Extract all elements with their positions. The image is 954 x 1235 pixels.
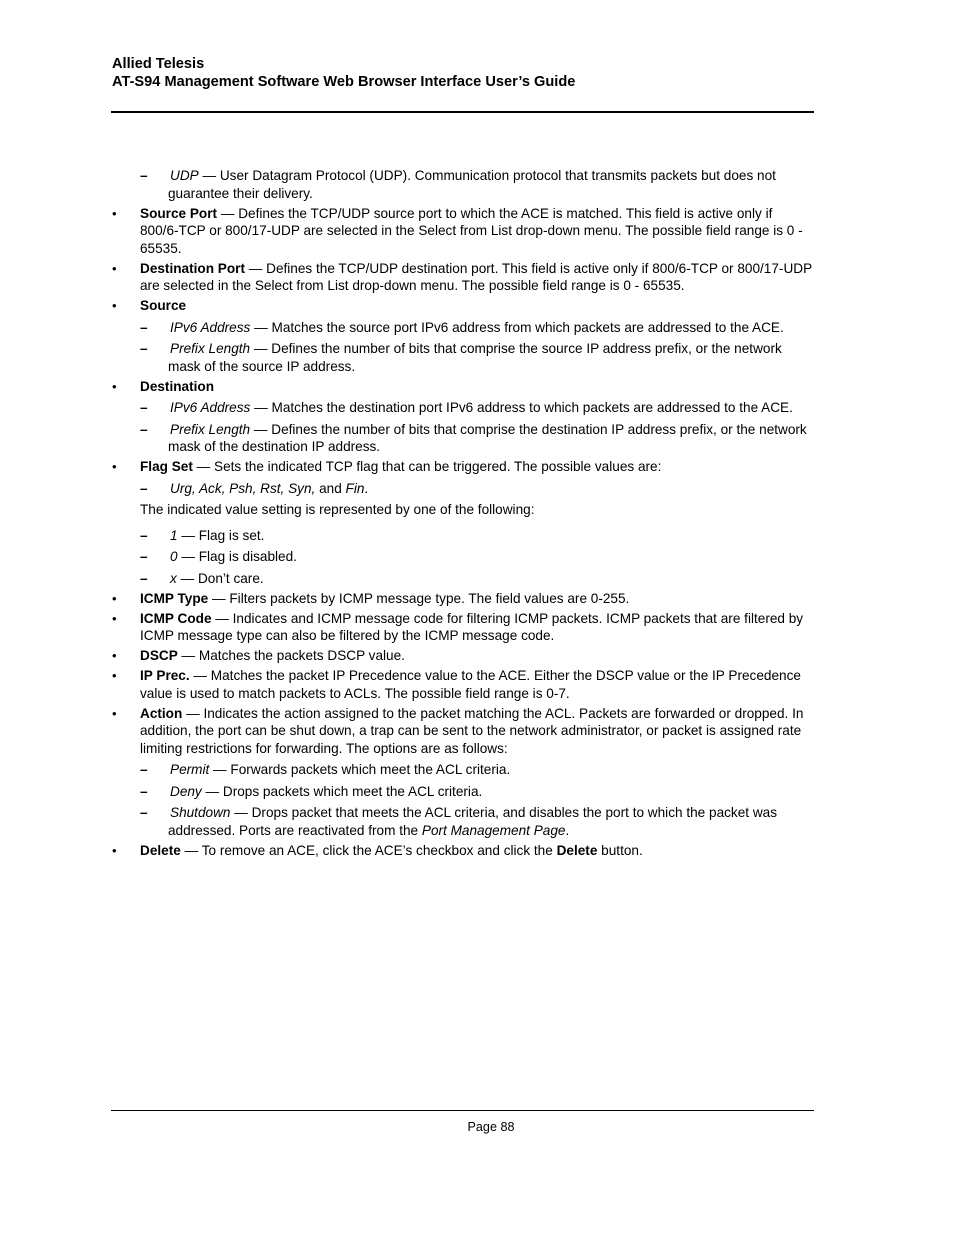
item-term: Source — [140, 298, 187, 313]
sub-item — [0, 319, 954, 337]
item-description: — Drops packet that meets the ACL criteria, and disables the port to which the packet was addressed. Ports are reactivated from the — [168, 805, 778, 838]
bullet-item — [0, 667, 954, 702]
bullet-item — [0, 705, 954, 758]
bullet-item — [0, 590, 954, 608]
bullet-item — [0, 297, 954, 315]
item-description: — Flag is disabled. — [177, 549, 297, 564]
item-term: ICMP Type — [140, 590, 209, 606]
sub-item — [0, 570, 954, 588]
item-description: — User Datagram Protocol (UDP). Communication protocol that transmits packets but does not guarantee their delivery. — [168, 168, 776, 201]
page-header — [112, 55, 575, 91]
item-term: Source Port — [140, 205, 218, 221]
sub-item — [0, 399, 954, 417]
document-title: AT-S94 Management Software Web Browser Interface User’s Guide — [112, 74, 576, 90]
sub-item — [0, 340, 954, 375]
sub-item — [0, 167, 954, 202]
item-term: Permit — [170, 762, 210, 777]
item-emphasis: Delete — [556, 842, 598, 858]
item-description: — Defines the number of bits that comprise the destination IP address prefix, or the network mask of the destination IP address. — [168, 421, 807, 454]
bullet-item — [0, 205, 954, 258]
item-emphasis: Fin — [345, 480, 365, 496]
item-term: ICMP Code — [140, 610, 212, 626]
item-term: Destination Port — [140, 260, 245, 276]
item-description: — Matches the source port IPv6 address from which packets are addressed to the ACE. — [250, 319, 784, 335]
item-description: — To remove an ACE, click the ACE’s checkbox and click the — [180, 842, 557, 858]
item-term: IPv6 Address — [170, 400, 251, 415]
bullet-item — [0, 647, 954, 665]
item-term: IP Prec. — [140, 668, 190, 683]
item-description: — Filters packets by ICMP message type. The field values are 0-255. — [208, 590, 630, 606]
bullet-item — [0, 260, 954, 295]
bullet-item — [0, 378, 954, 396]
item-description: — Indicates the action assigned to the packet matching the ACL. Packets are forwarded or dropped. In addition, the port can be shut down, a trap can be sent to the network administrator, or packet is assigned rate limiting restrictions for forwarding. The options are as follows: — [140, 705, 804, 756]
sub-item — [0, 548, 954, 566]
note-text — [0, 501, 954, 519]
item-description: and — [315, 480, 346, 496]
item-description: — Matches the destination port IPv6 address to which packets are addressed to the ACE. — [250, 400, 793, 415]
sub-item — [0, 783, 954, 801]
item-term: 0 — [170, 549, 178, 564]
item-term: x — [170, 570, 177, 586]
bullet-item — [0, 458, 954, 476]
item-description: . — [364, 480, 369, 496]
bullet-item — [0, 842, 954, 860]
item-description: button. — [597, 842, 643, 858]
item-term: UDP — [170, 168, 199, 183]
sub-item — [0, 804, 954, 839]
item-description: — Defines the TCP/UDP destination port. This field is active only if 800/6-TCP or 800/17-UDP are selected in the Select from List drop-down menu. The possible field range is 0 - 65535. — [140, 260, 812, 293]
item-term: Flag Set — [140, 459, 193, 474]
item-term: Urg, Ack, Psh, Rst, Syn, — [170, 480, 316, 496]
footer-rule — [111, 1110, 814, 1111]
item-term: Deny — [170, 783, 202, 799]
sub-item — [0, 480, 954, 498]
item-term: Prefix Length — [170, 341, 251, 356]
item-description: — Forwards packets which meet the ACL criteria. — [209, 762, 511, 777]
item-description: — Drops packets which meet the ACL criteria. — [201, 783, 483, 799]
item-term: IPv6 Address — [170, 319, 251, 335]
item-term: Shutdown — [170, 805, 231, 820]
header-rule — [111, 111, 814, 113]
bullet-item — [0, 610, 954, 645]
item-term: Destination — [140, 378, 215, 394]
item-term: Delete — [140, 842, 181, 858]
sub-item — [0, 761, 954, 779]
sub-item — [0, 527, 954, 545]
item-emphasis: Port Management Page — [421, 822, 566, 838]
item-description: — Sets the indicated TCP flag that can be triggered. The possible values are: — [192, 459, 662, 474]
item-term: 1 — [170, 527, 178, 543]
item-description: . — [565, 822, 570, 838]
item-term: DSCP — [140, 648, 178, 663]
item-description: — Don’t care. — [176, 570, 264, 586]
item-description: — Defines the TCP/UDP source port to which the ACE is matched. This field is active only if 800/6-TCP or 800/17-UDP are selected in the Select from List drop-down menu. The possible field range is 0 - 65535. — [140, 205, 803, 256]
sub-item — [0, 421, 954, 456]
item-description: — Flag is set. — [177, 527, 265, 543]
item-term: Prefix Length — [170, 421, 251, 437]
item-term: Action — [140, 705, 183, 721]
page-number: Page 88 — [467, 1120, 515, 1134]
item-description: — Matches the packet IP Precedence value to the ACE. Either the DSCP value or the IP Precedence value is used to match packets to ACLs. The possible field range is 0-7. — [140, 668, 801, 701]
item-description: — Matches the packets DSCP value. — [177, 648, 405, 663]
page-content — [0, 163, 954, 859]
item-description: — Indicates and ICMP message code for filtering ICMP packets. ICMP packets that are filtered by ICMP message type can also be filtered by the ICMP message code. — [140, 610, 804, 643]
item-description: The indicated value setting is represented by one of the following: — [140, 502, 535, 517]
item-description: — Defines the number of bits that comprise the source IP address prefix, or the network mask of the source IP address. — [168, 341, 782, 374]
company-name: Allied Telesis — [112, 56, 205, 72]
